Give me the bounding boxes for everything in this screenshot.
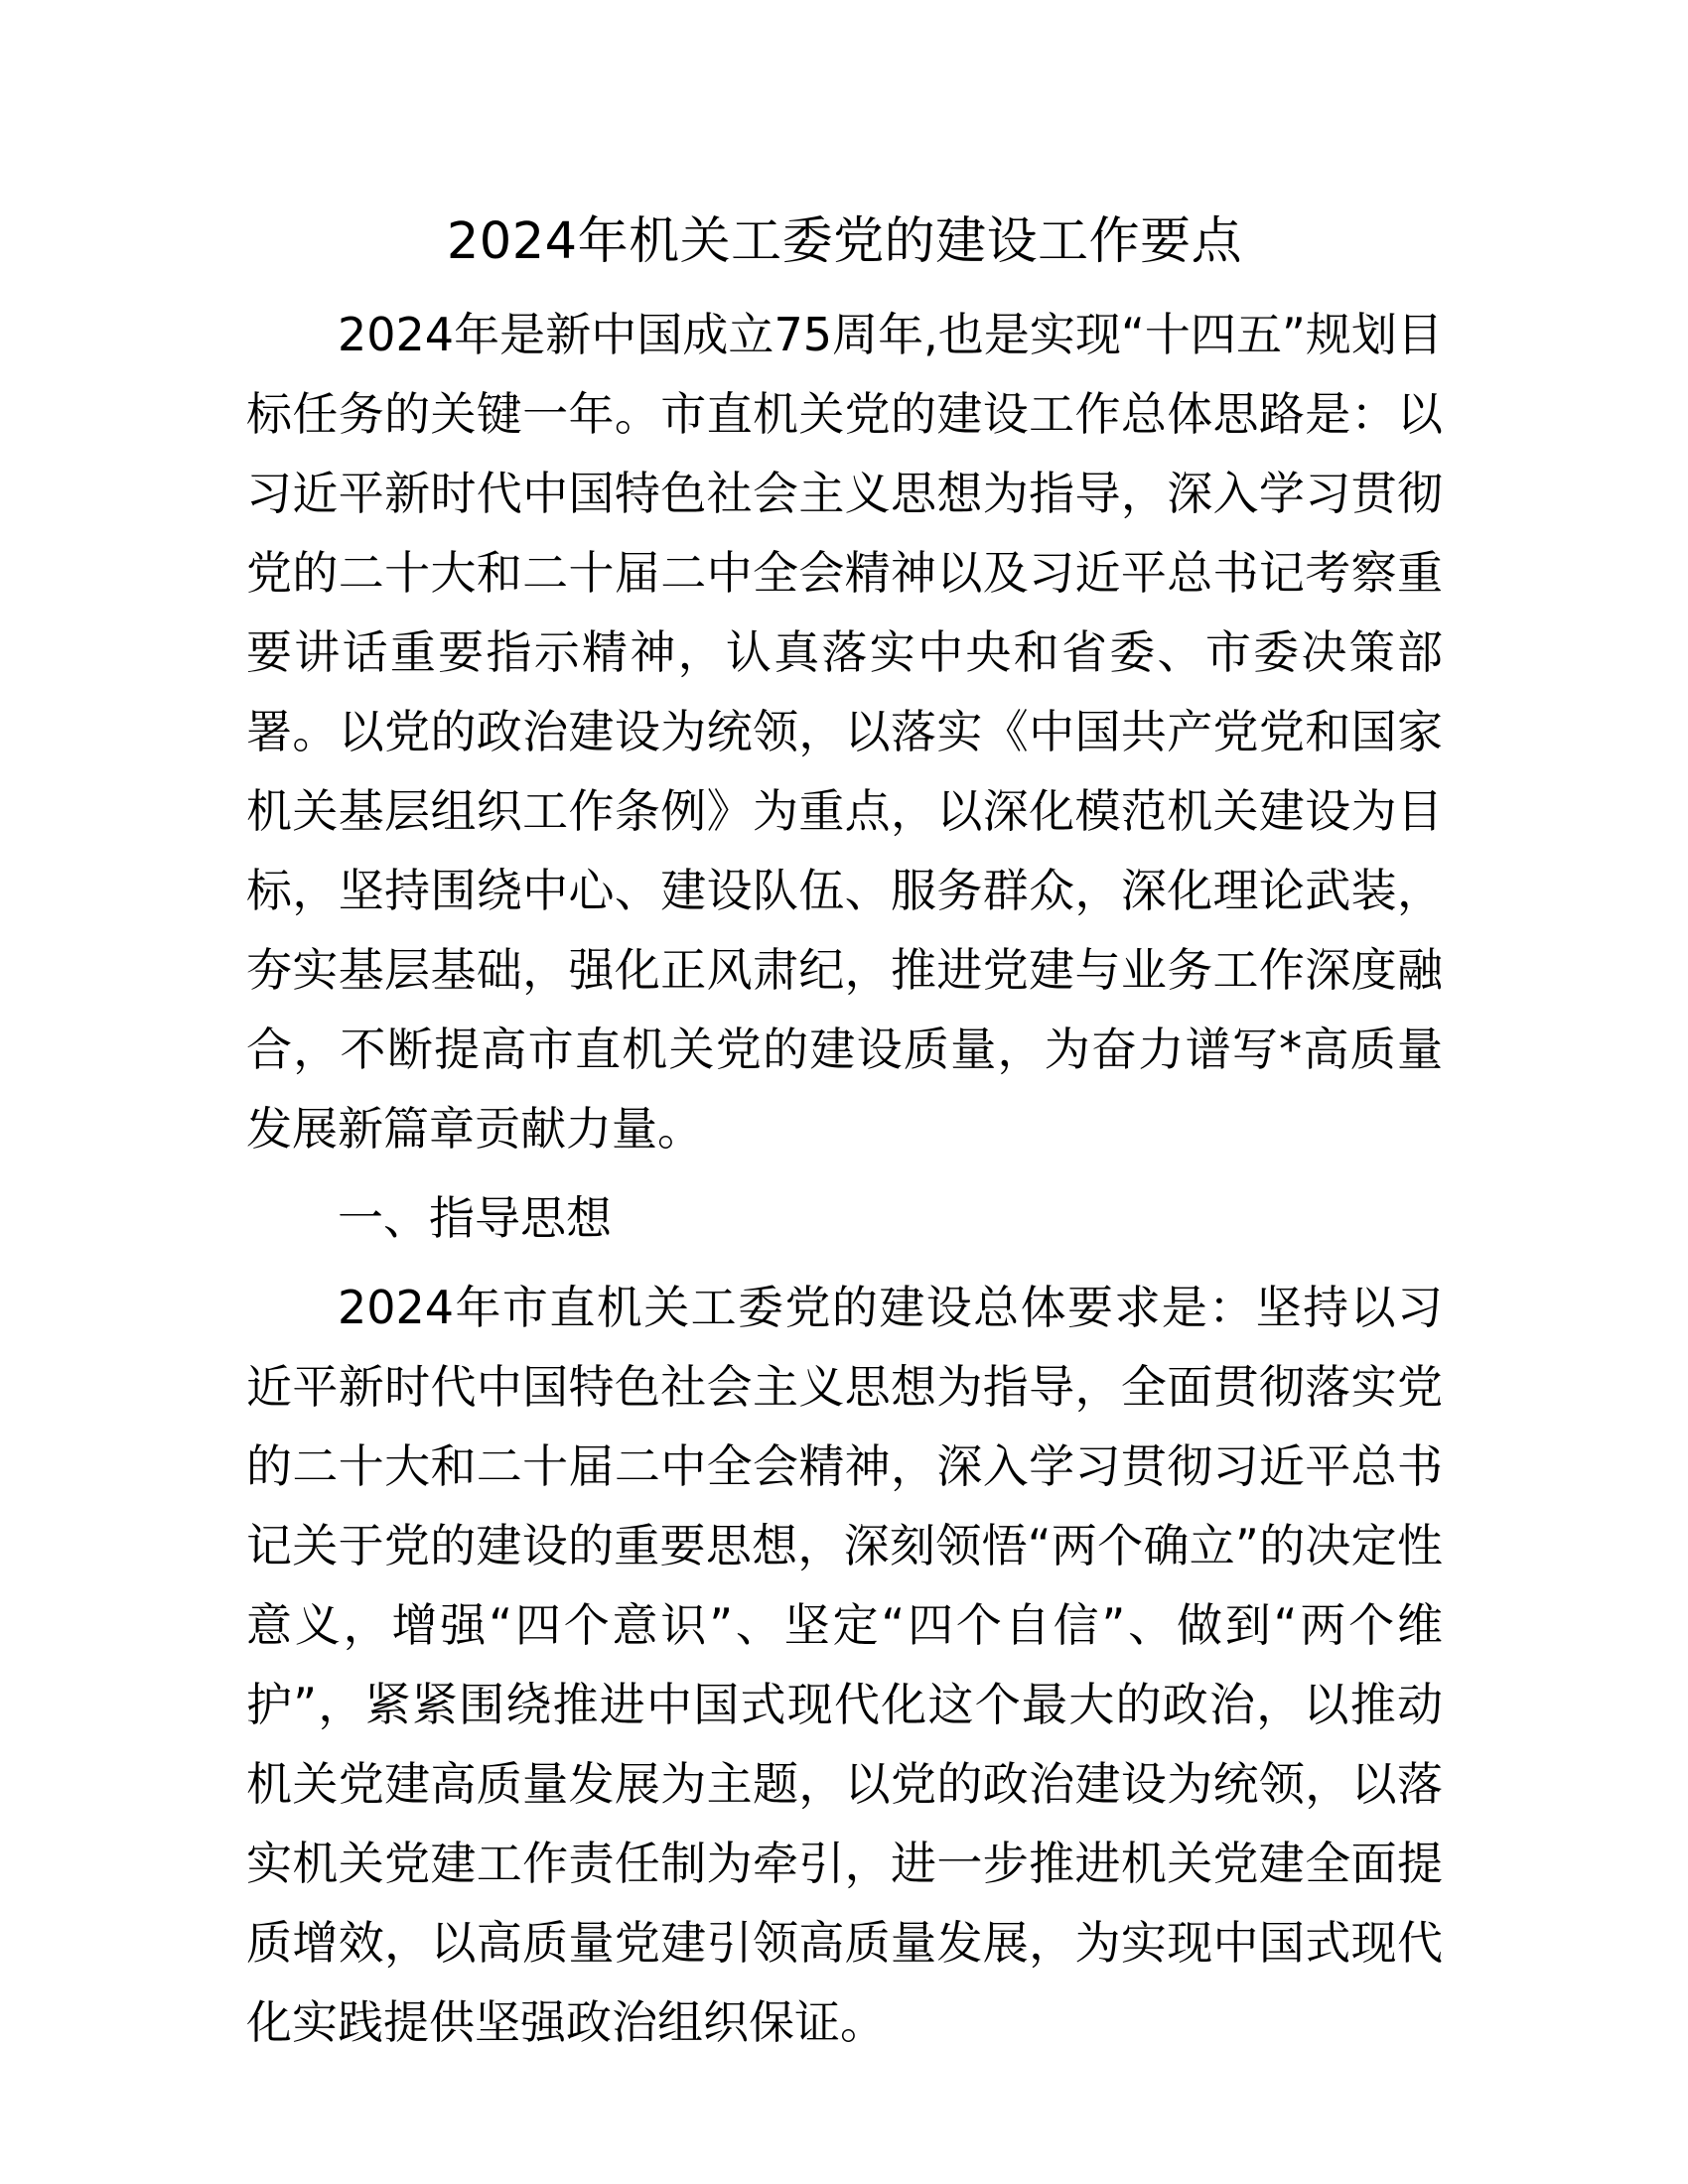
section-paragraph-guiding-ideology: 2024年市直机关工委党的建设总体要求是：坚持以习近平新时代中国特色社会主义思想为指导，全面贯彻落实党的二十大和二十届二中全会精神，深入学习贯彻习近平总书记关于党的建设的重要思想，深刻领悟“两个确立”的决定性意义，增强“四个意识”、坚定“四个自信”、做到“两个维护”，紧紧围绕推进中国式现代化这个最大的政治，以推动机关党建高质量发展为主题，以党的政治建设为统领，以落实机关党建工作责任制为牵引，进一步推进机关党建全面提质增效，以高质量党建引领高质量发展，为实现中国式现代化实践提供坚强政治组织保证。 (246, 1281, 1443, 2049)
section-heading-guiding-ideology: 一、指导思想 (338, 1191, 612, 1245)
document-body (246, 204, 1443, 2062)
intro-paragraph: 2024年是新中国成立75周年,也是实现“十四五”规划目标任务的关键一年。市直机关党的建设工作总体思路是：以习近平新时代中国特色社会主义思想为指导，深入学习贯彻党的二十大和二十届二中全会精神以及习近平总书记考察重要讲话重要指示精神，认真落实中央和省委、市委决策部署。以党的政治建设为统领，以落实《中国共产党党和国家机关基层组织工作条例》为重点，以深化模范机关建设为目标，坚持围绕中心、建设队伍、服务群众，深化理论武装，夯实基层基础，强化正风肃纪，推进党建与业务工作深度融合，不断提高市直机关党的建设质量，为奋力谱写*高质量发展新篇章贡献力量。 (246, 308, 1443, 1156)
document-title: 2024年机关工委党的建设工作要点 (446, 212, 1243, 271)
paragraph-spacer (246, 1168, 1443, 1178)
paragraph-spacer (246, 1258, 1443, 1268)
